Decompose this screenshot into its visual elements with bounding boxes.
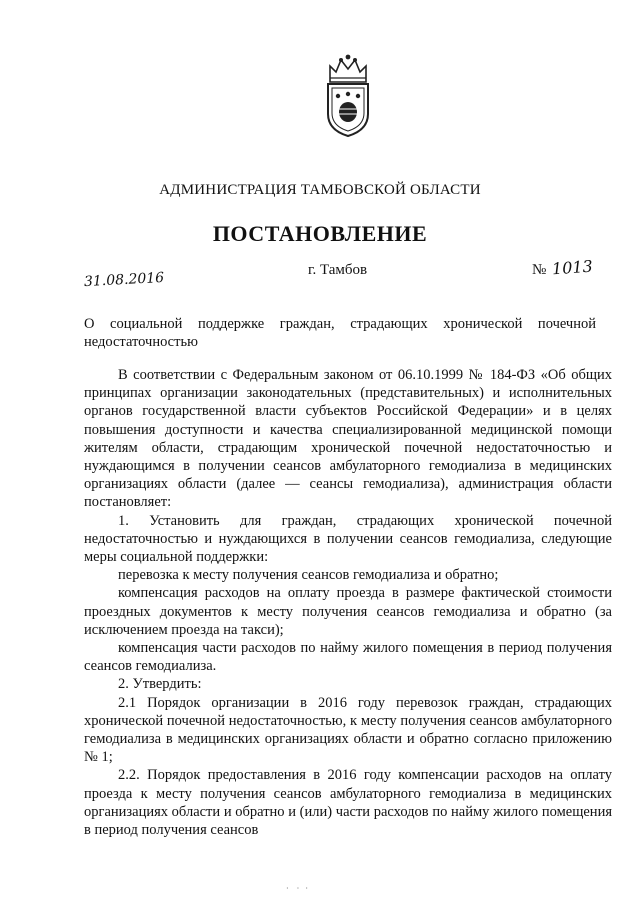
clause-1-paragraph: 1. Установить для граждан, страдающих хронической почечной недостаточностью и нуждающихся в получении сеансов гемодиализа, следующие меры социальной поддержки: [84,512,612,566]
document-type-title: ПОСТАНОВЛЕНИЕ [212,221,428,246]
support-measure-transport: перевозка к месту получения сеансов гемодиализа и обратно; [118,567,499,584]
document-city: г. Тамбов [308,262,368,278]
document-date: 31.08.2016 [83,269,165,291]
document-number-label: № [532,262,547,278]
document-subject: О социальной поддержке граждан, страдающих хронической почечной недостаточностью [84,316,596,350]
clause-2-1-paragraph: 2.1 Порядок организации в 2016 году перевозок граждан, страдающих хронической почечной недостаточностью, к месту получения сеансов амбулаторного гемодиализа в медицинских организациях области и обратно согласно приложению № 1; [84,694,612,766]
support-measure-travel-compensation: компенсация расходов на оплату проезда в размере фактической стоимости проездных документов к месту получения сеансов гемодиализа и обратно (за исключением проезда на такси); [84,585,612,638]
scan-marks: · · · [286,884,308,893]
clause-2-paragraph: 2. Утвердить: [118,676,202,693]
support-measure-housing-compensation: компенсация части расходов по найму жилого помещения в период получения сеансов гемодиализа. [84,640,612,675]
tambov-coat-of-arms-icon [322,52,374,138]
clause-2-2-paragraph: 2.2. Порядок предоставления в 2016 году компенсации расходов на оплату проезда к месту получения сеансов амбулаторного гемодиализа в медицинских организациях области и обратно и (или) части расходов по найму жилого помещения в период получения сеансов [84,767,612,839]
document-number: 1013 [551,256,594,279]
preamble-paragraph: В соответствии с Федеральным законом от 06.10.1999 № 184-ФЗ «Об общих принципах организации законодательных (представительных) и исполнительных органов государственной власти субъектов Российской Федерации» и в целях повышения доступности и качества специализированной медицинской помощи жителям области, страдающим хронической почечной недостаточностью и нуждающимся в получении сеансов амбулаторного гемодиализа в медицинских организациях области (далее — сеансы гемодиализа), администрация области постановляет: [84,367,612,511]
organization-name: АДМИНИСТРАЦИЯ ТАМБОВСКОЙ ОБЛАСТИ [159,182,481,198]
document-body [84,366,612,839]
